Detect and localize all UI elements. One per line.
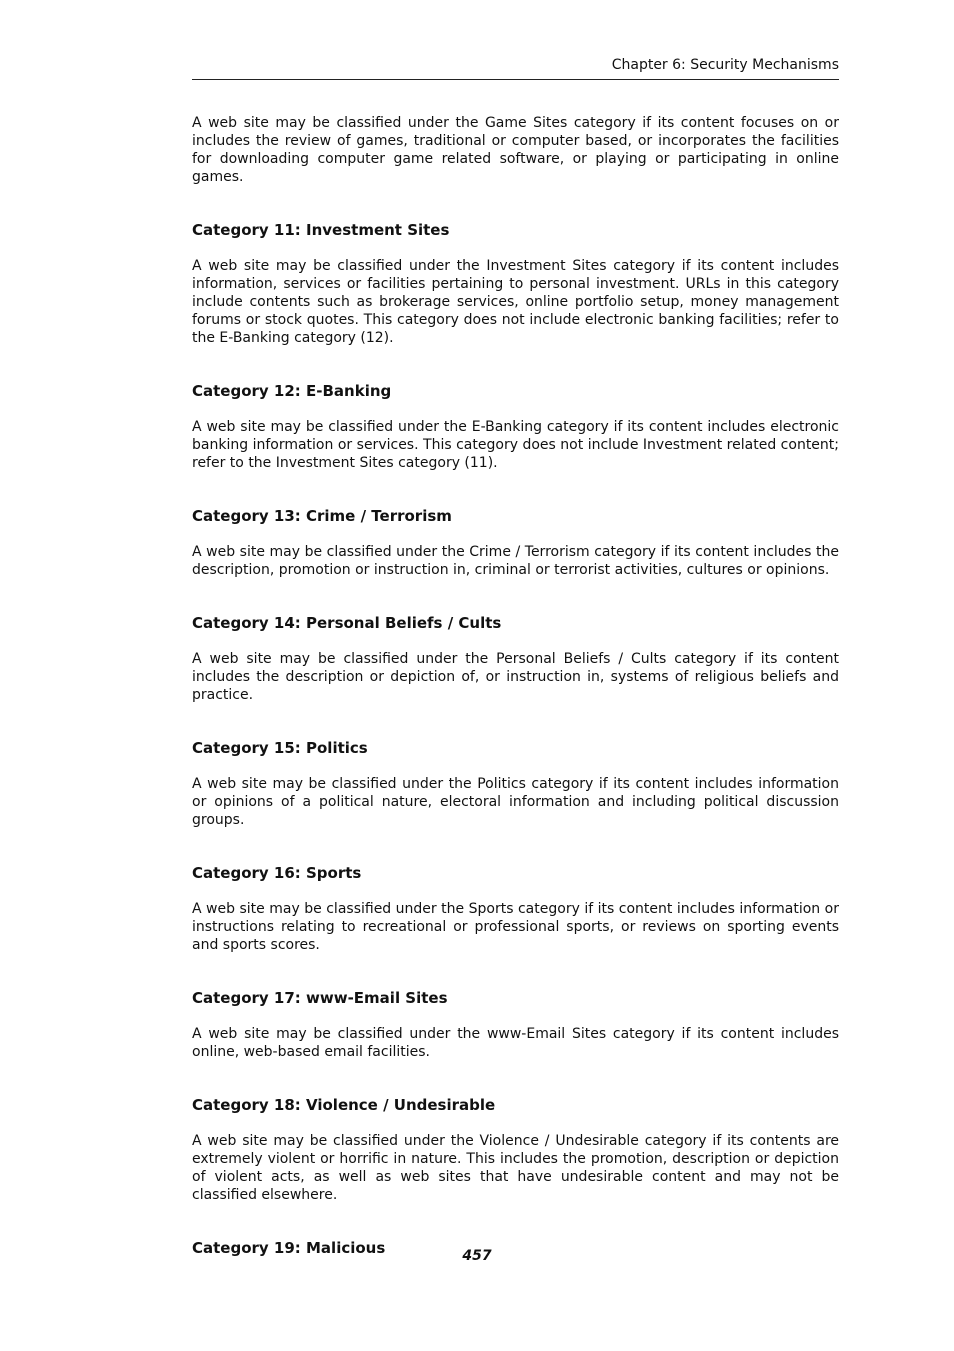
section-heading: Category 16: Sports — [192, 864, 362, 882]
section-category-12 — [192, 381, 839, 472]
section-heading: Category 19: Malicious — [192, 1239, 386, 1257]
section-body: A web site may be classified under the Investment Sites category if its content includes information, services or facilities pertaining to personal investment. URLs in this category include contents such as brokerage services, online portfolio setup, money management forums or stock quotes. This category does not include electronic banking facilities; refer to the E-Banking category (12). — [192, 258, 839, 346]
section-heading: Category 18: Violence / Undesirable — [192, 1096, 496, 1114]
section-body: A web site may be classified under the Personal Beliefs / Cults category if its content includes the description or depiction of, or instruction in, systems of religious beliefs and practice. — [192, 651, 839, 703]
section-heading: Category 17: www-Email Sites — [192, 989, 448, 1007]
intro-paragraph: A web site may be classified under the Game Sites category if its content focuses on or includes the review of games, traditional or computer based, or incorporates the facilities for downloading computer game related software, or playing or participating in online games. — [192, 115, 839, 185]
page-header — [192, 56, 839, 80]
section-category-15 — [192, 738, 839, 829]
section-body: A web site may be classified under the Politics category if its content includes information or opinions of a political nature, electoral information and including political discussion groups. — [192, 776, 839, 828]
page-number: 457 — [462, 1248, 492, 1264]
section-category-13 — [192, 506, 839, 579]
section-category-14 — [192, 613, 839, 704]
section-heading: Category 11: Investment Sites — [192, 221, 450, 239]
section-body: A web site may be classified under the Sports category if its content includes information or instructions relating to recreational or professional sports, or reviews on sporting events and sports scores. — [192, 901, 839, 953]
section-heading: Category 13: Crime / Terrorism — [192, 507, 452, 525]
section-category-16 — [192, 863, 839, 954]
section-body: A web site may be classified under the www-Email Sites category if its content includes online, web-based email facilities. — [192, 1026, 839, 1060]
section-heading: Category 12: E-Banking — [192, 382, 392, 400]
section-body: A web site may be classified under the Crime / Terrorism category if its content includes the description, promotion or instruction in, criminal or terrorist activities, cultures or opinions. — [192, 544, 839, 578]
section-heading: Category 15: Politics — [192, 739, 368, 757]
page-content — [192, 114, 839, 1275]
section-body: A web site may be classified under the E-Banking category if its content includes electronic banking information or services. This category does not include Investment related content; refer to the Investment Sites category (11). — [192, 419, 839, 471]
section-heading: Category 14: Personal Beliefs / Cults — [192, 614, 502, 632]
section-body: A web site may be classified under the Violence / Undesirable category if its contents are extremely violent or horrific in nature. This includes the promotion, description or depiction of violent acts, as well as web sites that have undesirable content and may not be classified elsewhere. — [192, 1133, 839, 1203]
chapter-title: Chapter 6: Security Mechanisms — [611, 57, 839, 73]
section-category-11 — [192, 220, 839, 347]
section-category-18 — [192, 1095, 839, 1204]
section-category-17 — [192, 988, 839, 1061]
